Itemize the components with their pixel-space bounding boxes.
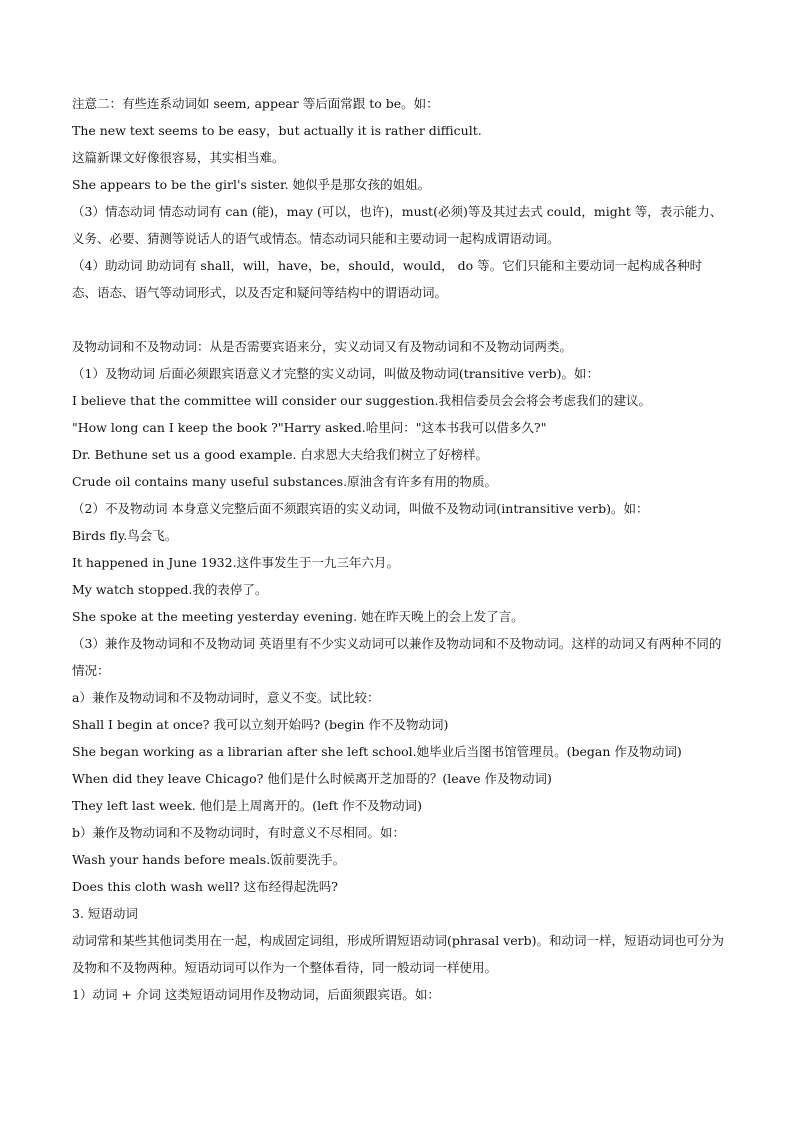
- document-page: [72, 94, 724, 1012]
- example-sentence: It happened in June 1932.这件事发生于一九三年六月。: [72, 555, 400, 570]
- example-sentence: Dr. Bethune set us a good example. 白求恩大夫给我们树立了好榜样。: [72, 447, 488, 462]
- example-sentence: Does this cloth wash well? 这布经得起洗吗?: [72, 879, 338, 894]
- example-sentence: Crude oil contains many useful substances.原油含有许多有用的物质。: [72, 474, 498, 489]
- verb-preposition-heading: 1）动词 + 介词 这类短语动词用作及物动词，后面须跟宾语。如：: [72, 987, 440, 1002]
- auxiliary-verbs-paragraph: （4）助动词 助动词有 shall，will，have，be，should，would， do 等。它们只能和主要动词一起构成各种时态、语态、语气等动词形式，以及否定和疑问等结构中的谓语动词。: [72, 258, 703, 300]
- intransitive-verb-definition: （2）不及物动词 本身意义完整后面不须跟宾语的实义动词，叫做不及物动词(intransitive verb)。如：: [72, 501, 649, 516]
- example-sentence: I believe that the committee will consider our suggestion.我相信委员会会将会考虑我们的建议。: [72, 393, 652, 408]
- dual-use-verbs-paragraph: （3）兼作及物动词和不及物动词 英语里有不少实义动词可以兼作及物动词和不及物动词。这样的动词又有两种不同的情况：: [72, 636, 722, 678]
- example-sentence: She appears to be the girl's sister. 她似乎是那女孩的姐姐。: [72, 177, 431, 192]
- example-sentence: My watch stopped.我的表停了。: [72, 582, 268, 597]
- case-a-heading: a）兼作及物动词和不及物动词时，意义不变。试比较：: [72, 690, 380, 705]
- example-sentence: "How long can I keep the book ?"Harry asked.哈里问："这本书我可以借多久?": [72, 420, 547, 435]
- example-sentence: When did they leave Chicago? 他们是什么时候离开芝加哥的？(leave 作及物动词): [72, 771, 552, 786]
- example-sentence: Birds fly.鸟会飞。: [72, 528, 178, 543]
- example-sentence: She began working as a librarian after she left school.她毕业后当图书馆管理员。(began 作及物动词): [72, 744, 682, 759]
- example-sentence: Shall I begin at once? 我可以立刻开始吗? (begin 作不及物动词): [72, 717, 449, 732]
- example-translation: 这篇新课文好像很容易，其实相当难。: [72, 150, 285, 165]
- modal-verbs-paragraph: （3）情态动词 情态动词有 can (能)，may (可以，也许)，must(必须)等及其过去式 could，might 等，表示能力、义务、必要、猜测等说话人的语气或情态。情态动词只能和主要动词一起构成谓语动词。: [72, 204, 723, 246]
- example-sentence: Wash your hands before meals.饭前要洗手。: [72, 852, 346, 867]
- paragraph-gap: [72, 310, 724, 337]
- transitive-verb-definition: （1）及物动词 后面必须跟宾语意义才完整的实义动词，叫做及物动词(transitive verb)。如：: [72, 366, 599, 381]
- note-two-heading: 注意二：有些连系动词如 seem, appear 等后面常跟 to be。如：: [72, 96, 439, 111]
- phrasal-verbs-paragraph: 动词常和某些其他词类用在一起，构成固定词组，形成所谓短语动词(phrasal verb)。和动词一样，短语动词也可分为及物和不及物两种。短语动词可以作为一个整体看待，同一般动词一样使用。: [72, 933, 724, 975]
- case-b-heading: b）兼作及物动词和不及物动词时，有时意义不尽相同。如：: [72, 825, 406, 840]
- example-sentence: They left last week. 他们是上周离开的。(left 作不及物动词): [72, 798, 422, 813]
- example-sentence: She spoke at the meeting yesterday evening. 她在昨天晚上的会上发了言。: [72, 609, 524, 624]
- phrasal-verbs-heading: 3. 短语动词: [72, 906, 138, 921]
- example-sentence: The new text seems to be easy，but actually it is rather difficult.: [72, 123, 482, 138]
- transitive-intransitive-heading: 及物动词和不及物动词：从是否需要宾语来分，实义动词又有及物动词和不及物动词两类。: [72, 339, 573, 354]
